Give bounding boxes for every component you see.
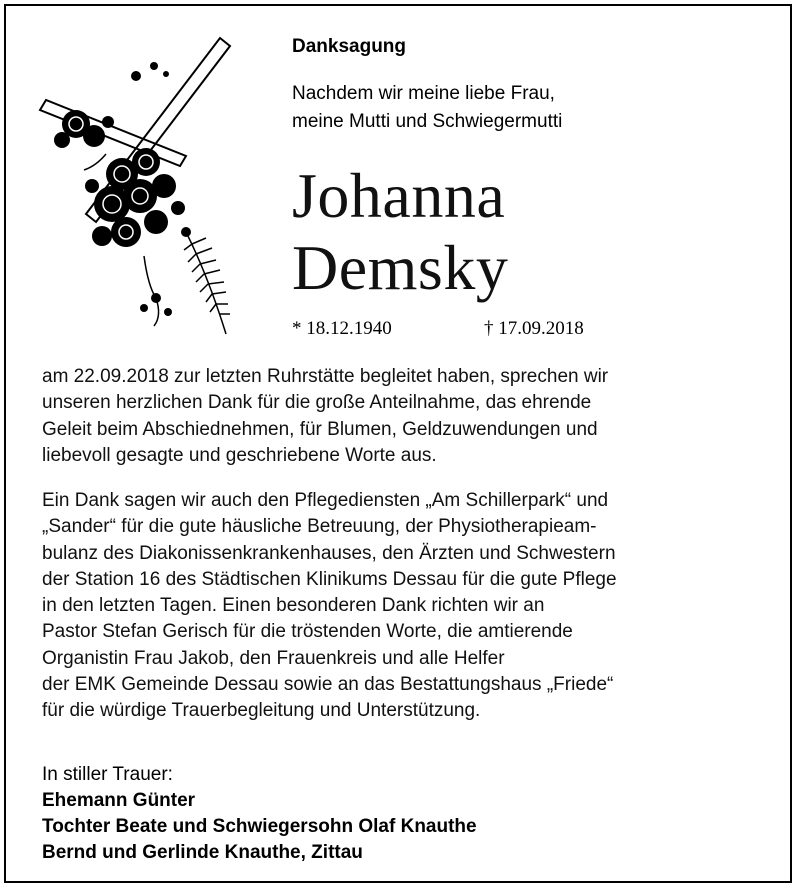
paragraph-line: der EMK Gemeinde Dessau sowie an das Bestattungshaus „Friede“: [42, 674, 614, 696]
paragraph-line: bulanz des Diakonissenkrankenhauses, den Ärzten und Schwestern: [42, 542, 616, 564]
thanks-paragraph-2: [42, 488, 782, 725]
death-date: † 17.09.2018: [484, 318, 584, 339]
signatory: Ehemann Günter: [42, 790, 196, 811]
paragraph-line: „Sander“ für die gute häusliche Betreuung, der Physiotherapieam-: [42, 516, 597, 538]
paragraph-line: Geleit beim Abschiednehmen, für Blumen, Geldzuwendungen und: [42, 418, 598, 440]
birth-date: * 18.12.1940: [292, 318, 392, 339]
paragraph-line: unseren herzlichen Dank für die große Anteilnahme, das ehrende: [42, 392, 592, 414]
intro-text: [292, 80, 562, 136]
paragraph-line: Ein Dank sagen wir auch den Pflegediensten „Am Schillerpark“ und: [42, 490, 609, 511]
signatory: Tochter Beate und Schwiegersohn Olaf Knauthe: [42, 816, 477, 837]
deceased-last-name: Demsky: [292, 232, 509, 303]
paragraph-line: in den letzten Tagen. Einen besonderen Dank richten wir an: [42, 595, 545, 617]
deceased-first-name: Johanna: [292, 160, 506, 231]
paragraph-line: liebevoll gesagte und geschriebene Worte aus.: [42, 444, 437, 466]
cross-with-roses-icon: [36, 36, 256, 346]
closing-label: In stiller Trauer:: [42, 764, 173, 785]
paragraph-line: Pastor Stefan Gerisch für die tröstenden Worte, die amtierende: [42, 621, 573, 643]
paragraph-line: Organistin Frau Jakob, den Frauenkreis und alle Helfer: [42, 647, 505, 669]
notice-frame: [4, 4, 792, 883]
intro-line: Nachdem wir meine liebe Frau,: [292, 83, 555, 104]
paragraph-line: der Station 16 des Städtischen Klinikums Dessau für die gute Pflege: [42, 568, 617, 590]
paragraph-line: für die würdige Trauerbegleitung und Unterstützung.: [42, 700, 481, 722]
signatory: Bernd und Gerlinde Knauthe, Zittau: [42, 842, 363, 863]
paragraph-line: am 22.09.2018 zur letzten Ruhrstätte begleitet haben, sprechen wir: [42, 366, 609, 387]
closing-block: [42, 762, 477, 866]
thanks-paragraph-1: [42, 364, 782, 469]
notice-heading: Danksagung: [292, 36, 407, 57]
intro-line: meine Mutti und Schwiegermutti: [292, 111, 563, 132]
